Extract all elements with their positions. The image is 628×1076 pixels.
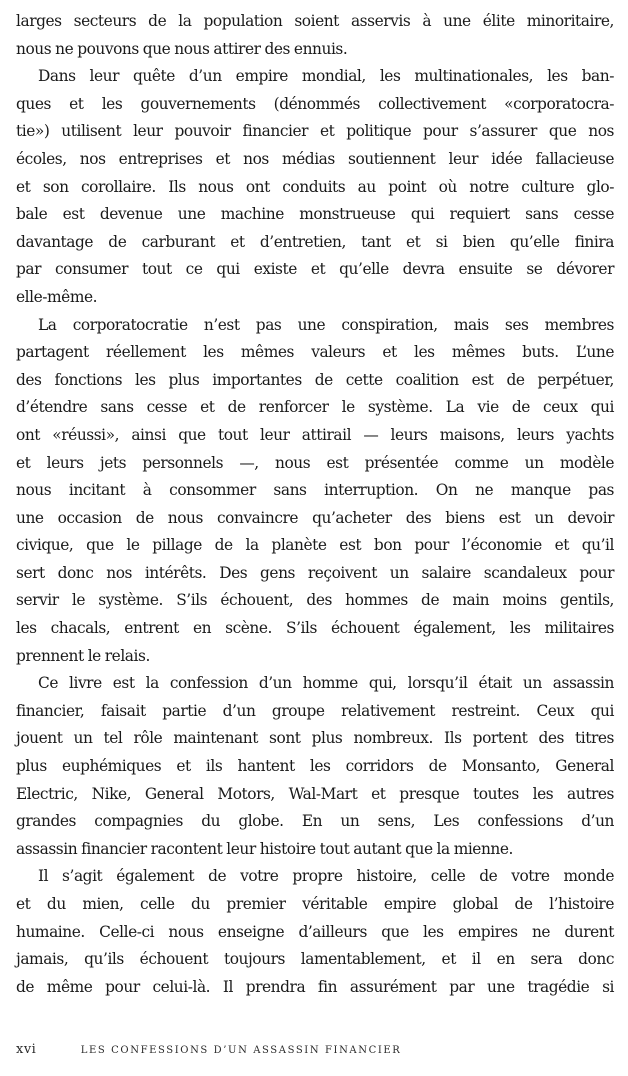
page-body	[16, 8, 614, 1001]
text-line: et son corollaire. Ils nous ont conduits au point où notre culture glo-	[16, 177, 614, 196]
text-line: Electric, Nike, General Motors, Wal-Mart et presque toutes les autres	[16, 784, 614, 803]
text-line: par consumer tout ce qui existe et qu’elle devra ensuite se dévorer	[16, 260, 614, 279]
page-number: xvi	[16, 1042, 37, 1057]
text-line: Ce livre est la confession d’un homme qui, lorsqu’il était un assassin	[38, 674, 614, 693]
text-line: jamais, qu’ils échouent toujours lamentablement, et il en sera donc	[16, 950, 614, 969]
page-footer	[16, 1042, 614, 1062]
text-line: partagent réellement les mêmes valeurs et les mêmes buts. L’une	[16, 343, 614, 362]
text-line: elle-même.	[16, 287, 98, 306]
text-line: plus euphémiques et ils hantent les corridors de Monsanto, General	[16, 757, 614, 776]
text-line: bale est devenue une machine monstrueuse qui requiert sans cesse	[16, 205, 614, 224]
text-line: prennent le relais.	[16, 646, 150, 665]
text-line: grandes compagnies du globe. En un sens, Les confessions d’un	[16, 812, 614, 831]
text-line: nous ne pouvons que nous attirer des ennuis.	[16, 39, 348, 58]
text-line: et du mien, celle du premier véritable empire global de l’histoire	[16, 895, 614, 913]
text-line: jouent un tel rôle maintenant sont plus nombreux. Ils portent des titres	[16, 729, 614, 748]
text-line: humaine. Celle-ci nous enseigne d’ailleurs que les empires ne durent	[16, 922, 614, 941]
text-line: davantage de carburant et d’entretien, tant et si bien qu’elle finira	[16, 232, 614, 251]
text-line: des fonctions les plus importantes de cette coalition est de perpétuer,	[16, 370, 614, 389]
text-line: écoles, nos entreprises et nos médias soutiennent leur idée fallacieuse	[16, 149, 614, 168]
running-head: LES CONFESSIONS D’UN ASSASSIN FINANCIER	[80, 1045, 402, 1056]
text-line: Dans leur quête d’un empire mondial, les multinationales, les ban-	[38, 67, 614, 86]
text-line: La corporatocratie n’est pas une conspiration, mais ses membres	[38, 315, 614, 334]
text-line: financier, faisait partie d’un groupe relativement restreint. Ceux qui	[16, 701, 614, 720]
text-line: ont «réussi», ainsi que tout leur attirail — leurs maisons, leurs yachts	[16, 425, 614, 444]
text-line: et leurs jets personnels —, nous est présentée comme un modèle	[16, 453, 614, 472]
text-line: de même pour celui-là. Il prendra fin assurément par une tragédie si	[16, 977, 614, 996]
text-line: assassin financier racontent leur histoire tout autant que la mienne.	[16, 839, 513, 858]
text-line: larges secteurs de la population soient asservis à une élite minoritaire,	[16, 12, 614, 30]
text-line: servir le système. S’ils échouent, des hommes de main moins gentils,	[16, 591, 614, 610]
text-line: Il s’agit également de votre propre histoire, celle de votre monde	[38, 867, 614, 886]
text-line: tie») utilisent leur pouvoir financier et politique pour s’assurer que nos	[16, 122, 614, 141]
text-line: une occasion de nous convaincre qu’acheter des biens est un devoir	[16, 508, 614, 527]
text-line: les chacals, entrent en scène. S’ils échouent également, les militaires	[16, 619, 614, 638]
text-line: sert donc nos intérêts. Des gens reçoivent un salaire scandaleux pour	[16, 563, 614, 582]
text-line: civique, que le pillage de la planète est bon pour l’économie et qu’il	[16, 536, 614, 555]
text-line: nous incitant à consommer sans interruption. On ne manque pas	[16, 481, 614, 500]
text-line: ques et les gouvernements (dénommés collectivement «corporatocra-	[16, 94, 614, 113]
text-line: d’étendre sans cesse et de renforcer le système. La vie de ceux qui	[16, 398, 614, 417]
